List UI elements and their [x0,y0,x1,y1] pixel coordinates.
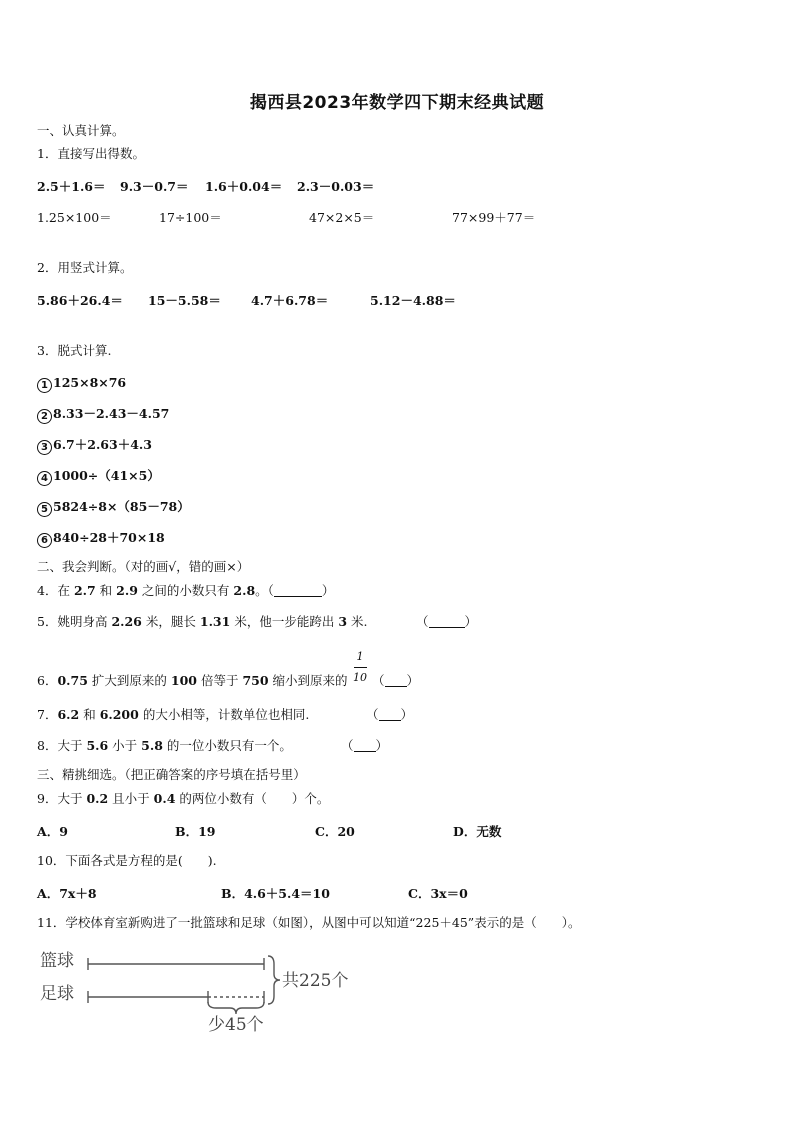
calc-item: 15－5.58＝ [148,293,221,308]
fraction-bar [354,667,367,668]
calc-step-item [37,468,160,486]
q6-number: 100 [170,673,197,688]
circled-number: 2 [37,409,52,424]
calc-step-item [37,406,169,424]
paren: ） [406,673,420,688]
calc-item: 77×99＋77＝ [452,210,536,225]
q9-text: 9．大于 [37,791,83,806]
calc-item: 5.86＋26.4＝ [37,293,123,308]
page-title: 揭西县2023年数学四下期末经典试题 [249,93,545,113]
calc-item: 47×2×5＝ [309,210,375,225]
calc-item: 17÷100＝ [159,210,222,225]
q9-number: 0.4 [153,791,176,806]
calc-expression: 5824÷8×（85－78） [53,499,190,514]
section-3-heading: 三、精挑细选。（把正确答案的序号填在括号里） [37,767,306,782]
calc-item: 1.6＋0.04＝ [205,179,283,194]
section-2-heading: 二、我会判断。（对的画√，错的画×） [37,559,250,574]
q6-number: 750 [242,673,269,688]
q9-text: 且小于 [112,791,150,806]
calc-step-item [37,499,190,517]
calc-step-item [37,437,152,455]
option-d[interactable]: D．无数 [453,824,502,839]
paren: （ [372,673,385,688]
calc-item: 5.12－4.88＝ [370,293,456,308]
q8-text: 小于 [112,738,138,753]
option-b[interactable]: B．19 [175,824,216,839]
segment-diagram [36,944,366,1036]
q6-text: 6． [37,673,58,688]
q4-text: 之间的小数只有 [141,583,230,598]
q7-text: 的大小相等，计数单位也相同. [142,707,310,722]
q9-text: 的两位小数有（ ）个。 [179,791,330,806]
calc-step-item [37,375,126,393]
q4-text: 。（ [255,583,274,598]
q6-text: 扩大到原来的 [91,673,167,688]
q9-number: 0.2 [86,791,109,806]
q8-number: 5.6 [86,738,109,753]
q7-text: 7． [37,707,58,722]
question-6-answer [372,673,419,689]
paren: ） [375,738,389,753]
option-c[interactable]: C．20 [315,824,355,839]
q8-text: 8．大于 [37,738,83,753]
paren: （ [341,738,354,753]
answer-blank[interactable] [429,615,465,628]
circled-number: 5 [37,502,52,517]
paren: ） [464,614,478,629]
q5-number: 3 [338,614,348,629]
question-2-label: 2．用竖式计算。 [37,260,133,275]
fraction-numerator: 1 [356,650,364,663]
circled-number: 6 [37,533,52,548]
calc-expression: 8.33－2.43－4.57 [53,406,170,421]
total-brace [268,956,280,1004]
q4-number: 2.9 [116,583,138,598]
calc-step-item [37,530,165,548]
question-8 [37,738,292,754]
q4-number: 2.7 [73,583,96,598]
circled-number: 3 [37,440,52,455]
fraction-denominator: 10 [353,671,367,684]
question-6 [37,673,348,689]
q5-text: 米，腿长 [145,614,196,629]
paren: ） [400,707,414,722]
paren: （ [366,707,379,722]
paren: （ [416,614,429,629]
answer-blank[interactable] [385,674,407,687]
option-a[interactable]: A．7x＋8 [37,886,97,901]
calc-item: 1.25×100＝ [37,210,112,225]
question-9 [37,791,329,807]
calc-expression: 840÷28＋70×18 [53,530,165,545]
q7-number: 6.2 [57,707,80,722]
q5-text: 5．姚明身高 [37,614,108,629]
football-label: 足球 [40,984,74,1004]
question-4 [37,583,334,599]
calc-expression: 125×8×76 [53,375,127,390]
question-8-answer [341,738,388,754]
q4-text: ） [321,583,335,598]
option-c[interactable]: C．3x＝0 [408,886,468,901]
answer-blank[interactable] [379,708,401,721]
q7-number: 6.200 [99,707,139,722]
question-1-label: 1．直接写出得数。 [37,146,145,161]
circled-number: 1 [37,378,52,393]
answer-blank[interactable] [354,739,376,752]
q4-text: 和 [99,583,113,598]
q8-number: 5.8 [141,738,163,753]
calc-item: 4.7＋6.78＝ [251,293,329,308]
q6-number: 0.75 [57,673,88,688]
q5-text: 米. [351,614,368,629]
q5-number: 2.26 [111,614,142,629]
option-a[interactable]: A．9 [37,824,68,839]
q4-number: 2.8 [233,583,256,598]
calc-expression: 1000÷（41×5） [53,468,160,483]
question-7 [37,707,309,723]
difference-label: 少45个 [208,1015,264,1035]
difference-brace [208,1002,264,1014]
q4-text: 4．在 [37,583,70,598]
calc-expression: 6.7＋2.63＋4.3 [53,437,152,452]
q7-text: 和 [83,707,96,722]
question-5-answer [416,614,477,630]
question-10-label: 10．下面各式是方程的是( ). [37,853,217,868]
calc-item: 2.5＋1.6＝ [37,179,106,194]
section-1-heading: 一、认真计算。 [37,123,125,138]
circled-number: 4 [37,471,52,486]
total-label: 共225个 [282,971,349,991]
question-3-label: 3．脱式计算. [37,343,112,358]
q8-text: 的一位小数只有一个。 [166,738,292,753]
q6-text: 倍等于 [200,673,239,688]
q6-text: 缩小到原来的 [272,673,348,688]
answer-blank[interactable] [274,584,322,597]
q5-number: 1.31 [199,614,231,629]
option-b[interactable]: B．4.6＋5.4＝10 [221,886,330,901]
calc-item: 9.3－0.7＝ [120,179,189,194]
calc-item: 2.3－0.03＝ [297,179,375,194]
q5-text: 米，他一步能跨出 [234,614,335,629]
basketball-label: 篮球 [40,951,74,971]
question-11-label: 11．学校体育室新购进了一批篮球和足球（如图），从图中可以知道“225＋45”表示的是（ ）。 [37,915,581,930]
question-5 [37,614,367,630]
question-7-answer [366,707,413,723]
